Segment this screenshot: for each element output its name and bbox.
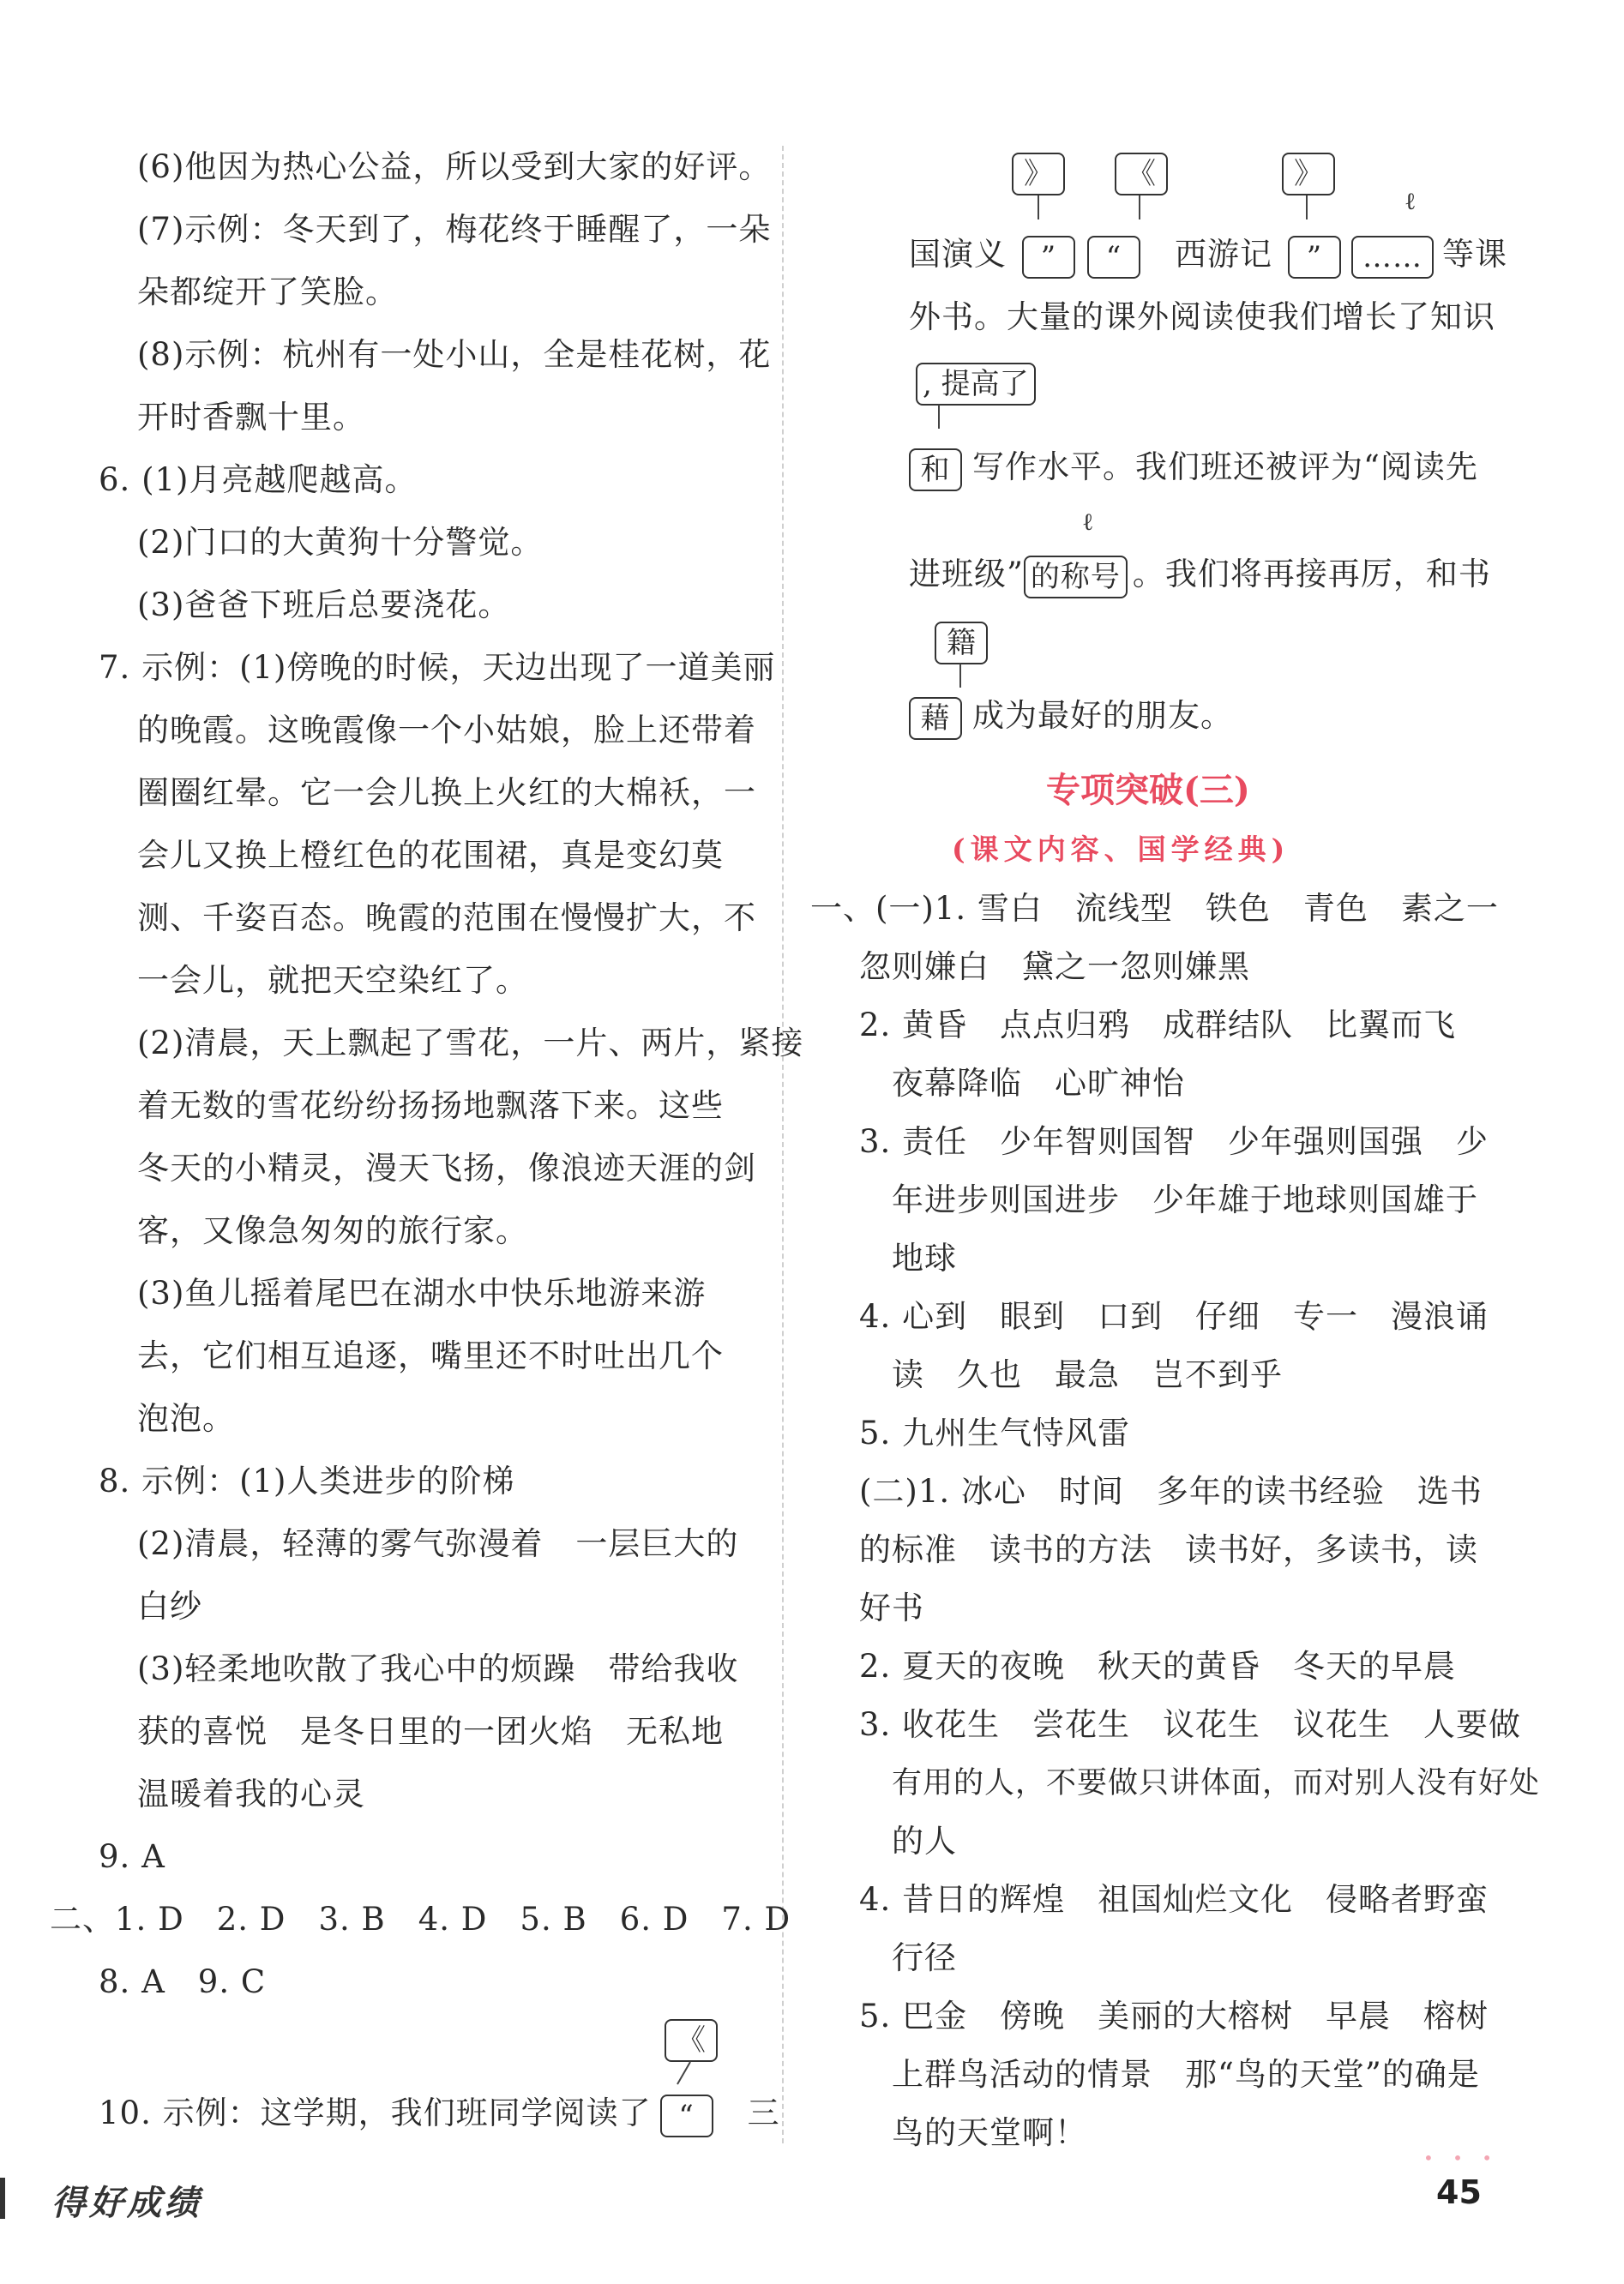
answer-line: 一会儿，就把天空染红了。 <box>137 962 528 999</box>
answer-line: 9. A <box>99 1838 165 1875</box>
answer-line: 泡泡。 <box>137 1400 235 1437</box>
answer-line: 的人 <box>892 1823 957 1860</box>
answer-line: 8. A 9. C <box>99 1963 267 2000</box>
answer-line: 7. 示例：(1)傍晚的时候，天边出现了一道美丽 <box>99 649 776 686</box>
answer-text: 西游记 <box>1175 236 1272 273</box>
answer-line: 夜幕降临 心旷神怡 <box>892 1065 1185 1102</box>
curl-mark: ℓ <box>1082 508 1094 536</box>
correction-box: …… <box>1351 236 1434 279</box>
correction-box: 》 <box>1282 153 1335 195</box>
correction-box: 藉 <box>909 697 962 740</box>
answer-line: 4. 心到 眼到 口到 仔细 专一 漫浪诵 <box>859 1298 1489 1335</box>
answer-line: 有用的人，不要做只讲体面，而对别人没有好处 <box>892 1766 1541 1800</box>
answer-line: (2)清晨，天上飘起了雪花，一片、两片，紧接 <box>137 1025 804 1061</box>
answer-line: 上群鸟活动的情景 那“鸟的天堂”的确是 <box>892 2056 1480 2093</box>
answer-line: 冬天的小精灵，漫天飞扬，像浪迹天涯的剑 <box>137 1150 756 1187</box>
answer-line: 6. (1)月亮越爬越高。 <box>99 461 418 498</box>
answer-line: 8. 示例：(1)人类进步的阶梯 <box>99 1463 515 1500</box>
answer-line: 忽则嫌白 黛之一忽则嫌黑 <box>859 948 1250 985</box>
answer-line: (3)爸爸下班后总要浇花。 <box>137 586 511 623</box>
answer-line: 的标准 读书的方法 读书好，多读书，读 <box>859 1531 1478 1568</box>
section-title: 专项突破(三) <box>1046 770 1250 810</box>
curl-mark: ℓ <box>1404 187 1416 215</box>
correction-box: “ <box>660 2095 713 2137</box>
answer-line-last <box>99 2092 780 2137</box>
answer-text: 等课 <box>1442 236 1507 273</box>
correction-box: 的称号 <box>1024 556 1128 598</box>
answer-text: 国演义 <box>909 236 1007 273</box>
correction-box: 籍 <box>935 622 988 664</box>
answer-line: 3. 收花生 尝花生 议花生 议花生 人要做 <box>859 1706 1522 1743</box>
answer-line: 5. 巴金 傍晚 美丽的大榕树 早晨 榕树 <box>859 1998 1489 2035</box>
answer-text: 。我们将再接再厉，和书 <box>1132 556 1491 592</box>
answer-line <box>909 553 1491 598</box>
answer-line: 白纱 <box>137 1588 202 1625</box>
answer-text: 10. 示例：这学期，我们班同学阅读了 <box>99 2095 652 2131</box>
answer-line: 鸟的天堂啊！ <box>892 2114 1087 2151</box>
answer-line: 的晚霞。这晚霞像一个小姑娘，脸上还带着 <box>137 712 756 748</box>
correction-caret <box>1306 195 1308 219</box>
answer-line: 会儿又换上橙红色的花围裙，真是变幻莫 <box>137 837 724 874</box>
correction-caret <box>959 664 961 688</box>
answer-line: 5. 九州生气恃风雷 <box>859 1415 1131 1452</box>
answer-text: 成为最好的朋友。 <box>972 697 1233 734</box>
answer-line: 朵都绽开了笑脸。 <box>137 273 398 310</box>
answer-line: (6)他因为热心公益，所以受到大家的好评。 <box>137 148 772 185</box>
answer-line <box>909 694 1233 740</box>
answer-line: 年进步则国进步 少年雄于地球则国雄于 <box>892 1181 1478 1218</box>
answer-line: 好书 <box>859 1590 924 1626</box>
answer-line: 二、1. D 2. D 3. B 4. D 5. B 6. D 7. D <box>50 1901 791 1938</box>
decoration-dots: • • • <box>1423 2148 1500 2168</box>
answer-line: (3)轻柔地吹散了我心中的烦躁 带给我收 <box>137 1650 739 1687</box>
answer-line <box>909 233 1507 279</box>
answer-line: (二)1. 冰心 时间 多年的读书经验 选书 <box>859 1473 1483 1510</box>
answer-text: 写作水平。我们班还被评为“阅读先 <box>972 448 1478 485</box>
answer-line: 4. 昔日的辉煌 祖国灿烂文化 侵略者野蛮 <box>859 1881 1489 1918</box>
correction-box: 和 <box>909 448 962 491</box>
answer-line: 2. 黄昏 点点归鸦 成群结队 比翼而飞 <box>859 1007 1457 1043</box>
answer-line: 读 久也 最急 岂不到乎 <box>892 1356 1283 1393</box>
section-subtitle: (课文内容、国学经典) <box>952 832 1290 866</box>
answer-line: (2)清晨，轻薄的雾气弥漫着 一层巨大的 <box>137 1525 739 1562</box>
correction-box: ” <box>1288 236 1341 279</box>
answer-text: 三 <box>747 2095 780 2131</box>
answer-line: 2. 夏天的夜晚 秋天的黄昏 冬天的早晨 <box>859 1648 1457 1685</box>
correction-box: “ <box>1087 236 1140 279</box>
answer-line: 外书。大量的课外阅读使我们增长了知识 <box>909 298 1495 335</box>
correction-box: 《 <box>665 2019 718 2062</box>
answer-line: (8)示例：杭州有一处小山，全是桂花树，花 <box>137 336 772 373</box>
answer-line: 测、千姿百态。晚霞的范围在慢慢扩大，不 <box>137 899 756 936</box>
column-divider <box>782 146 784 2143</box>
answer-line: 温暖着我的心灵 <box>137 1776 365 1812</box>
answer-line: 圈圈红晕。它一会儿换上火红的大棉袄，一 <box>137 774 756 811</box>
correction-box: 》 <box>1012 153 1065 195</box>
answer-line: 获的喜悦 是冬日里的一团火焰 无私地 <box>137 1713 724 1750</box>
answer-text: 进班级” <box>909 556 1024 592</box>
answer-line: 地球 <box>892 1240 957 1277</box>
answer-line: 着无数的雪花纷纷扬扬地飘落下来。这些 <box>137 1087 724 1124</box>
answer-line: 去，它们相互追逐，嘴里还不时吐出几个 <box>137 1337 724 1374</box>
answer-line: 3. 责任 少年智则国智 少年强则国强 少 <box>859 1123 1489 1160</box>
page-number: 45 <box>1436 2173 1482 2211</box>
correction-box: 《 <box>1115 153 1168 195</box>
answer-line: (3)鱼儿摇着尾巴在湖水中快乐地游来游 <box>137 1275 707 1312</box>
answer-line: 行径 <box>892 1939 957 1976</box>
correction-caret <box>938 405 940 429</box>
answer-line: (2)门口的大黄狗十分警觉。 <box>137 524 544 561</box>
answer-line: 一、(一)1. 雪白 流线型 铁色 青色 素之一 <box>810 890 1499 927</box>
footer-mark <box>0 2178 24 2219</box>
correction-box: ” <box>1022 236 1075 279</box>
footer-text: 得好成绩 <box>51 2183 202 2223</box>
answer-line: 客，又像急匆匆的旅行家。 <box>137 1212 528 1249</box>
answer-line: (7)示例：冬天到了，梅花终于睡醒了，一朵 <box>137 211 772 248</box>
correction-caret <box>1139 195 1140 219</box>
correction-caret <box>677 2062 691 2085</box>
answer-line <box>909 446 1478 491</box>
correction-box: , 提高了 <box>916 363 1036 406</box>
correction-caret <box>1038 195 1039 219</box>
answer-line: 开时香飘十里。 <box>137 399 365 436</box>
